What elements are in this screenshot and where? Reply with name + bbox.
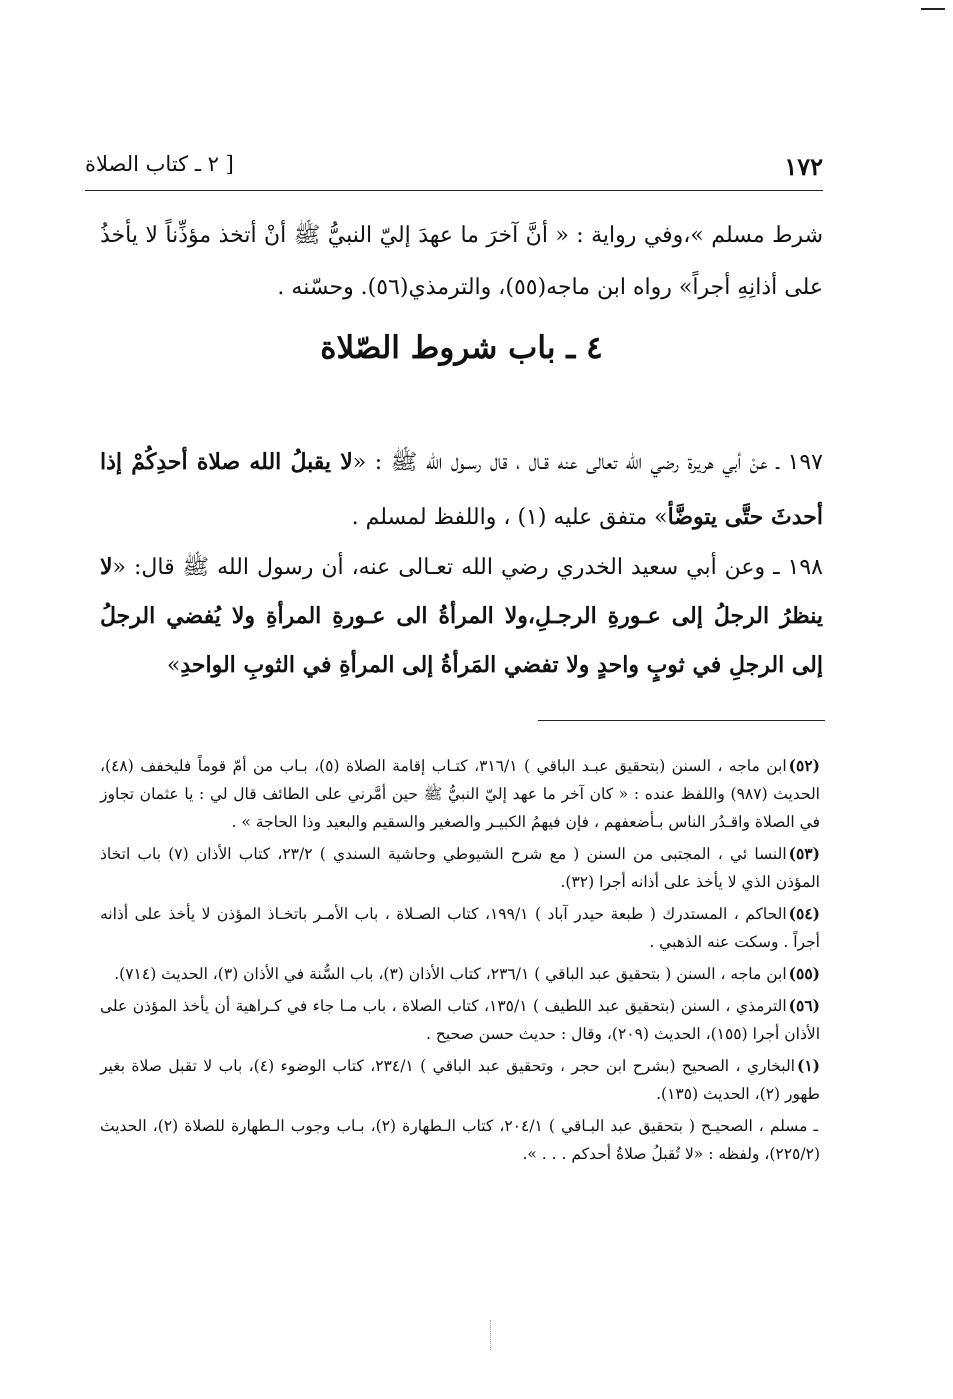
hadith-197-matn: لا يقبلُ الله صلاة أحدِكُمْ إذا أحدثَ حتَّى يتوضَّأ bbox=[100, 449, 823, 530]
hadith-198-intro: ١٩٨ ـ وعن أبي سعيد الخدري رضي الله تعـالى عنه، أن رسول الله ﷺ قال: « bbox=[112, 555, 823, 580]
hadith-198-matn: لا ينظرُ الرجلُ إلى عـورةِ الرجـلِ،ولا المرأةُ الى عـورةِ المرأةِ ولا يُفضي الرجلُ إلى الرجلِ في ثوبٍ واحدٍ ولا تفضي المَرأةُ إلى المرأةِ في الثوبِ الواحدِ bbox=[100, 554, 823, 678]
footnote-number: (٥٢) bbox=[788, 756, 820, 775]
footnote-55 bbox=[100, 960, 820, 988]
footnote-text: ـ مسلم ، الصحيـح ( بتحقيق عبد البـاقي ) ٢٠٤/١، كتاب الـطهارة (٢)، بـاب وجوب الـطهارة للصلاة (٢)، الحديث (٢٢٥/٢)، ولفظه : «لا تُقبلُ صلاةُ أحدكم . . . ». bbox=[100, 1117, 820, 1163]
footnote-1-continued bbox=[100, 1112, 820, 1168]
footnote-54 bbox=[100, 900, 820, 956]
header-rule bbox=[85, 190, 823, 191]
footnote-separator bbox=[538, 720, 825, 721]
footnote-text: الترمذي ، السنن (بتحقيق عبد اللطيف ) ١٣٥/١، كتاب الصلاة ، باب مـا جاء في كـراهية أن يأخذ المؤذن على الأذان أجرا (١٥٥)، الحديث (٢٠٩)، وقال : حديث حسن صحيح . bbox=[100, 997, 820, 1043]
hadith-197-intro: ١٩٧ ـ عنْ أبي هريرة رضي الله تعالى عنه قـال ، قال رسـول الله ﷺ : « bbox=[352, 450, 823, 475]
scan-mark bbox=[490, 1320, 493, 1350]
footnote-text: البخاري ، الصحيح (بشرح ابن حجر ، وتحقيق عبد الباقي ) ٢٣٤/١، كتاب الوضوء (٤)، باب لا تقبل صلاة بغير طهور (٢)، الحديث (١٣٥). bbox=[100, 1057, 820, 1103]
hadith-198 bbox=[100, 543, 823, 690]
running-title: [ ٢ ـ كتاب الصلاة bbox=[85, 152, 234, 176]
footnote-56 bbox=[100, 992, 820, 1048]
hadith-198-outro: » bbox=[166, 653, 181, 678]
footnote-text: النسا ئي ، المجتبى من السنن ( مع شرح الشيوطي وحاشية السندي ) ٢٣/٢، كتاب الأذان (٧) باب اتخاذ المؤذن الذي لا يأخذ على أذانه أجرا (٣٢). bbox=[100, 845, 820, 891]
corner-mark bbox=[921, 8, 945, 10]
footnote-number: (٥٤) bbox=[788, 904, 820, 923]
footnote-text: ابن ماجه ، السنن ( بتحقيق عبد الباقي ) ٢٣٦/١، كتاب الأذان (٣)، باب السُّنة في الأذان (٣)، الحديث (٧١٤). bbox=[114, 965, 787, 983]
footnote-52 bbox=[100, 752, 820, 836]
footnote-number: (٥٣) bbox=[788, 844, 820, 863]
footnote-text: الحاكم ، المستدرك ( طبعة حيدر آباد ) ١٩٩/١، كتاب الصـلاة ، باب الأمـر باتخـاذ المؤذن لا يأخذ على أذانه أجراً . وسكت عنه الذهبي . bbox=[100, 905, 820, 951]
chapter-title: ٤ ـ باب شروط الصّلاة bbox=[320, 330, 603, 366]
footnote-53 bbox=[100, 840, 820, 896]
page-number: ١٧٢ bbox=[784, 152, 823, 181]
footnote-number: (٥٦) bbox=[788, 996, 820, 1015]
hadith-197-outro: » متفق عليه (١) ، واللفظ لمسلم . bbox=[351, 505, 668, 530]
hadith-197 bbox=[100, 435, 823, 545]
footnote-number: (١) bbox=[796, 1056, 820, 1075]
page-header bbox=[85, 152, 823, 182]
footnote-number: (٥٥) bbox=[788, 964, 820, 983]
footnotes bbox=[100, 752, 820, 1172]
footnote-text: ابن ماجه ، السنن (بتحقيق عبـد الباقي ) ٣١٦/١، كتـاب إقامة الصلاة (٥)، بـاب من أمّ قوماً فليخفف (٤٨)، الحديث (٩٨٧) واللفظ عنده : « كان آخر ما عهد إليّ النبيُّ ﷺ حين أمَّرني على الطائف قال لي : يا عثمان تجاوز في الصلاة واقـدُر الناس بـأضعفهم ، فإن فيهمُ الكبيـر والصغير والسقيم والبعيد وذا الحاجة » . bbox=[100, 757, 820, 831]
footnote-1 bbox=[100, 1052, 820, 1108]
continuation-paragraph: شرط مسلم »،وفي رواية : « أنَّ آخرَ ما عهدَ إليّ النبيُّ ﷺ أنْ أتخذ مؤذِّناً لا يأخذُ على أذانِهِ أجراً» رواه ابن ماجه(٥٥)، والترمذي(٥٦). وحسّنه . bbox=[100, 223, 823, 300]
